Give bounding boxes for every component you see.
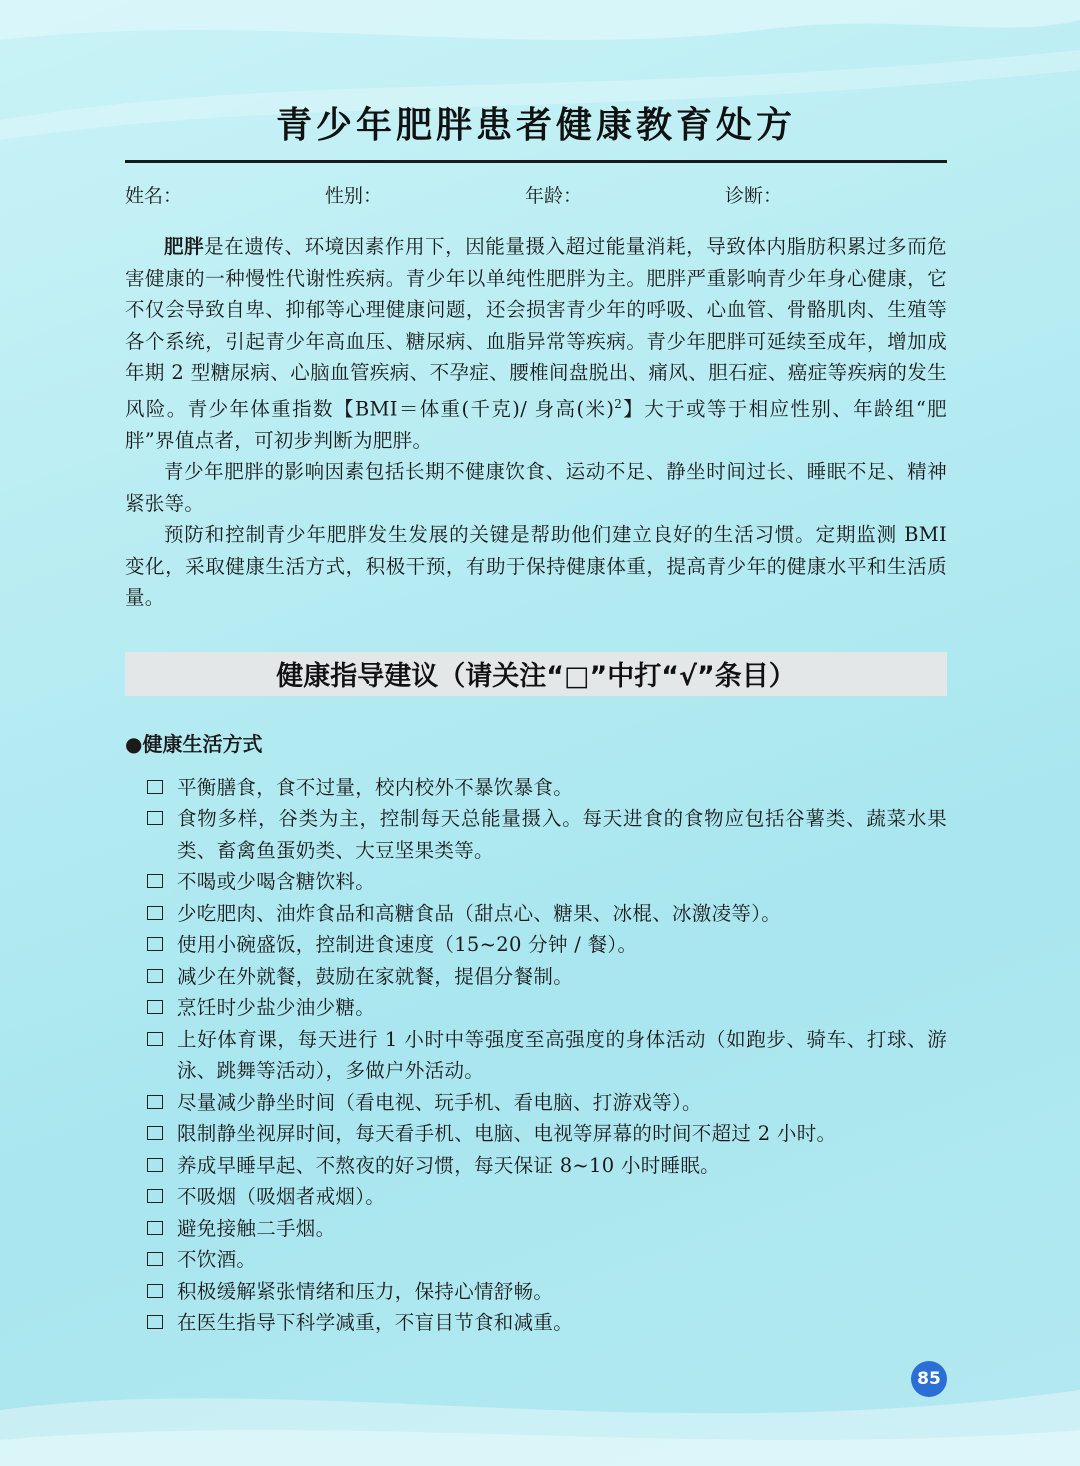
- lifestyle-checklist: [147, 772, 947, 1339]
- checkbox[interactable]: [147, 1252, 163, 1266]
- page-title: 青少年肥胖患者健康教育处方: [275, 105, 796, 146]
- checklist-item: [147, 1276, 947, 1308]
- checklist-item-text: 烹饪时少盐少油少糖。: [177, 996, 376, 1019]
- intro-paragraph-2: 青少年肥胖的影响因素包括长期不健康饮食、运动不足、静坐时间过长、睡眠不足、精神紧张等。: [125, 460, 947, 515]
- checklist-item-text: 上好体育课，每天进行 1 小时中等强度至高强度的身体活动（如跑步、骑车、打球、游泳、跳舞等活动），多做户外活动。: [177, 1027, 947, 1082]
- checklist-item-text: 平衡膳食，食不过量，校内校外不暴饮暴食。: [177, 775, 574, 799]
- checklist-item: [147, 1150, 947, 1182]
- checkbox[interactable]: [147, 906, 163, 920]
- checkbox[interactable]: [147, 1315, 163, 1329]
- checklist-item-text: 积极缓解紧张情绪和压力，保持心情舒畅。: [177, 1279, 554, 1303]
- checkbox[interactable]: [147, 1158, 163, 1172]
- checkbox[interactable]: [147, 1032, 163, 1046]
- checkbox[interactable]: [147, 811, 163, 825]
- checkbox[interactable]: [147, 937, 163, 951]
- checklist-item: [147, 992, 947, 1024]
- checklist-item: [147, 1213, 947, 1245]
- checklist-item: [147, 1307, 947, 1339]
- checklist-item: [147, 866, 947, 898]
- checklist-item-text: 食物多样，谷类为主，控制每天总能量摄入。每天进食的食物应包括谷薯类、蔬菜水果类、畜禽鱼蛋奶类、大豆坚果类等。: [177, 807, 947, 862]
- checkbox[interactable]: [147, 1189, 163, 1203]
- checkbox[interactable]: [147, 1221, 163, 1235]
- checklist-item: [147, 929, 947, 961]
- checklist-item-text: 尽量减少静坐时间（看电视、玩手机、看电脑、打游戏等）。: [177, 1090, 702, 1114]
- checklist-item-text: 避免接触二手烟。: [177, 1216, 336, 1240]
- checklist-item-text: 不吸烟（吸烟者戒烟）。: [177, 1185, 386, 1208]
- checklist-item: [147, 1024, 947, 1087]
- checklist-item-text: 在医生指导下科学减重，不盲目节食和减重。: [177, 1311, 574, 1334]
- checklist-item: [147, 898, 947, 930]
- checklist-item: [147, 1118, 947, 1150]
- name-label: 姓名：: [125, 184, 183, 207]
- patient-info-row: [125, 163, 947, 225]
- checklist-item-text: 限制静坐视屏时间，每天看手机、电脑、电视等屏幕的时间不超过 2 小时。: [177, 1122, 837, 1145]
- checklist-item-text: 使用小碗盛饭，控制进食速度（15~20 分钟 / 餐）。: [177, 933, 638, 956]
- checklist-item: [147, 1181, 947, 1213]
- checkbox[interactable]: [147, 1126, 163, 1140]
- intro-paragraph-1: 肥胖是在遗传、环境因素作用下，因能量摄入超过能量消耗，导致体内脂肪积累过多而危害健康的一种慢性代谢性疾病。青少年以单纯性肥胖为主。肥胖严重影响青少年身心健康，它不仅会导致自卑、抑郁等心理健康问题，还会损害青少年的呼吸、心血管、骨骼肌肉、生殖等各个系统，引起青少年高血压、糖尿病、血脂异常等疾病。青少年肥胖可延续至成年，增加成年期 2 型糖尿病、心脑血管疾病、不孕症、腰椎间盘脱出、痛风、胆石症、癌症等疾病的发生风险。青少年体重指数【BMI＝体重(千克)/ 身高(米)$^2$】大于或等于相应性别、年龄组“肥胖”界值点者，可初步判断为肥胖。: [125, 235, 947, 452]
- page-number-badge: 85: [911, 1361, 947, 1397]
- checklist-item-text: 不喝或少喝含糖饮料。: [177, 870, 376, 893]
- age-label: 年龄：: [525, 184, 583, 207]
- keyword-obesity: 肥胖: [164, 235, 205, 258]
- checklist-item: [147, 772, 947, 804]
- checkbox[interactable]: [147, 1284, 163, 1298]
- gender-label: 性别：: [325, 184, 383, 207]
- checkbox[interactable]: [147, 874, 163, 888]
- checklist-item-text: 不饮酒。: [177, 1248, 257, 1271]
- checkbox[interactable]: [147, 1095, 163, 1109]
- checklist-item: [147, 803, 947, 866]
- checklist-item: [147, 1244, 947, 1276]
- checklist-item-text: 减少在外就餐，鼓励在家就餐，提倡分餐制。: [177, 964, 574, 988]
- checklist-item: [147, 1087, 947, 1119]
- checklist-item-text: 养成早睡早起、不熬夜的好习惯，每天保证 8~10 小时睡眠。: [177, 1153, 720, 1177]
- intro-paragraph-3: 预防和控制青少年肥胖发生发展的关键是帮助他们建立良好的生活习惯。定期监测 BMI 变化，采取健康生活方式，积极干预，有助于保持健康体重，提高青少年的健康水平和生活质量。: [125, 523, 947, 609]
- checklist-item: [147, 961, 947, 993]
- checklist-item-text: 少吃肥肉、油炸食品和高糖食品（甜点心、糖果、冰棍、冰激凌等）。: [177, 901, 782, 925]
- section-heading-lifestyle: ●健康生活方式: [125, 731, 263, 756]
- prescription-page: [125, 96, 947, 1339]
- guidance-banner: 健康指导建议（请关注“□”中打“√”条目）: [125, 652, 947, 696]
- background-wave-bottom: [0, 1330, 1080, 1466]
- intro-section: [125, 231, 947, 614]
- checkbox[interactable]: [147, 780, 163, 794]
- diagnosis-label: 诊断：: [725, 184, 783, 207]
- checkbox[interactable]: [147, 1000, 163, 1014]
- checkbox[interactable]: [147, 969, 163, 983]
